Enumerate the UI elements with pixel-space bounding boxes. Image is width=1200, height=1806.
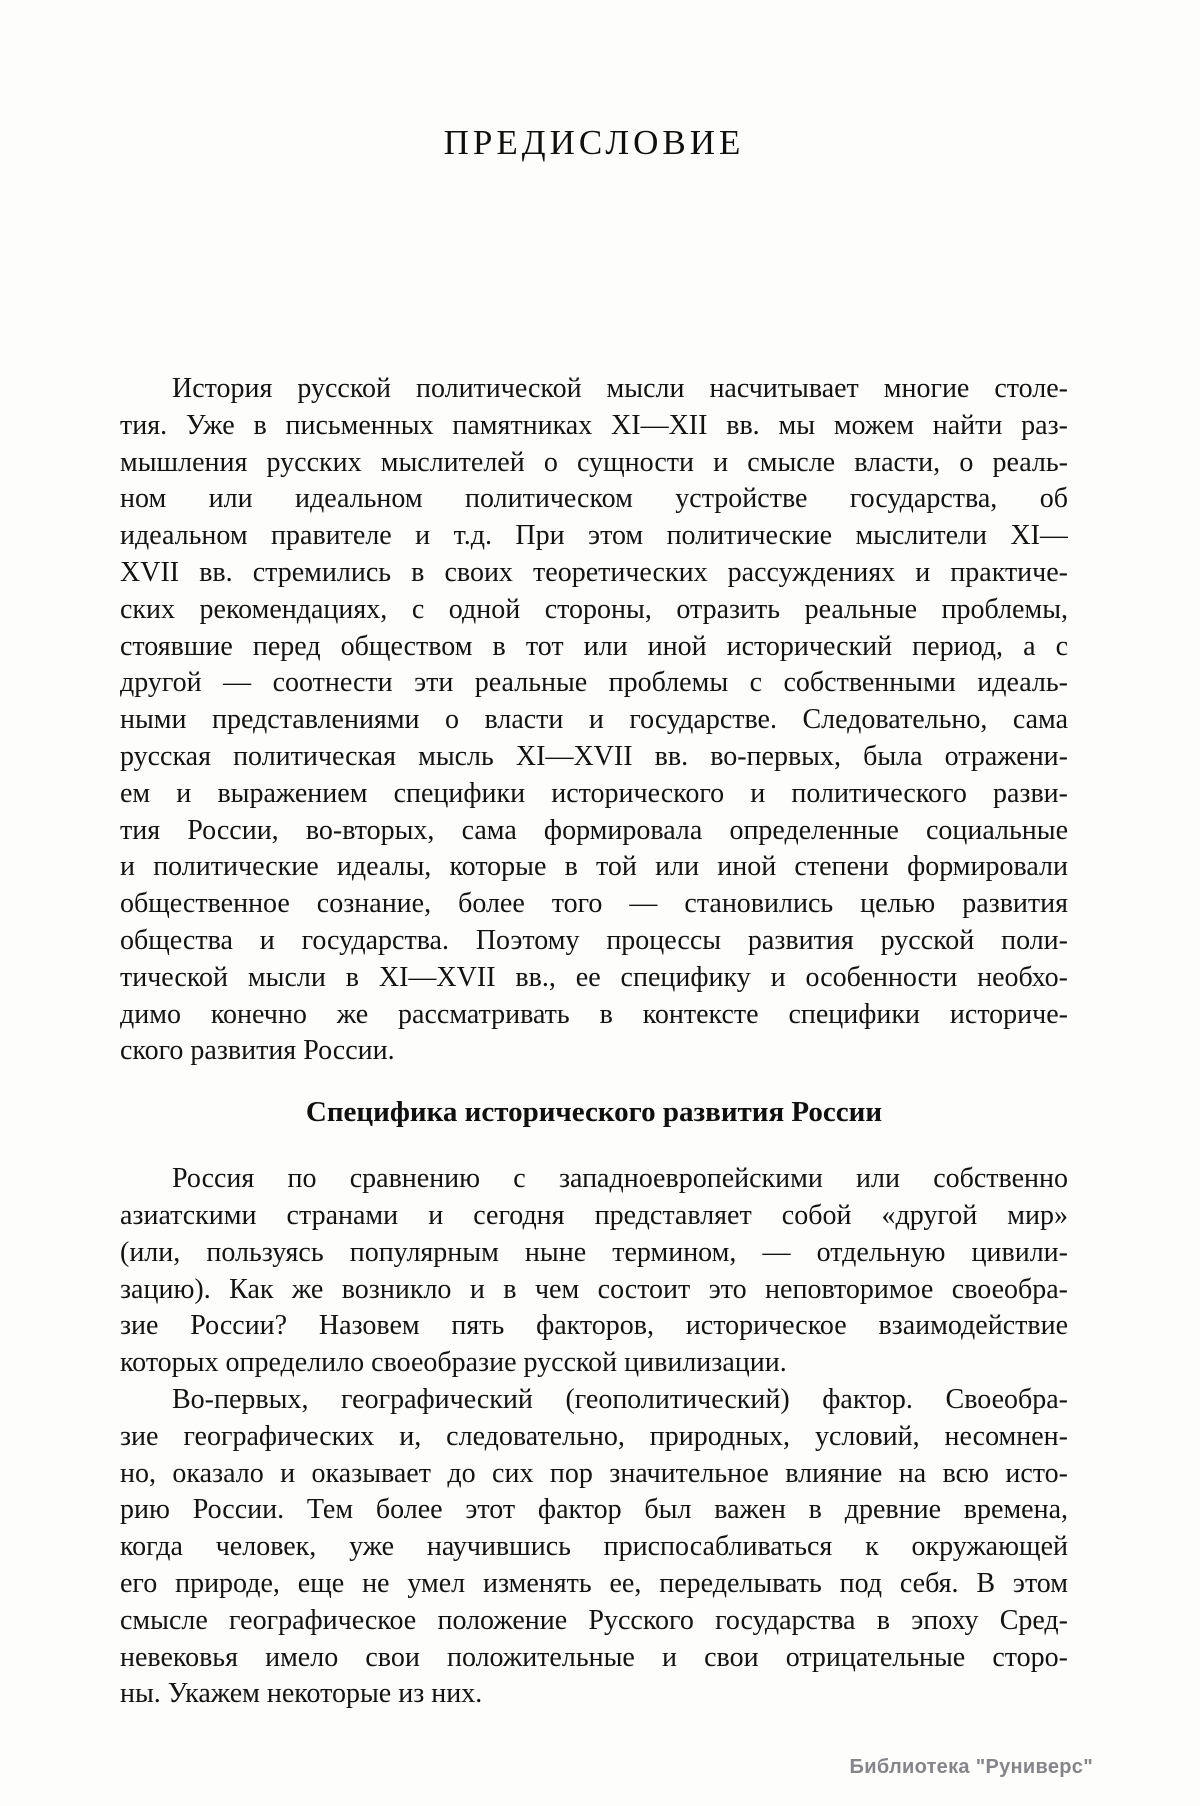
- paragraph-intro: [120, 371, 1068, 1070]
- text-line: История русской политической мысли насчитывает многие столе-: [172, 373, 1068, 404]
- text-line: азиатскими странами и сегодня представляет собой «другой мир»: [120, 1199, 1068, 1231]
- text-line: ских рекомендациях, с одной стороны, отразить реальные проблемы,: [120, 593, 1068, 625]
- text-line: и политические идеалы, которые в той или иной степени формировали: [120, 851, 1068, 883]
- text-line: тия России, во-вторых, сама формировала определенные социальные: [120, 814, 1068, 846]
- section-heading: Специфика исторического развития России: [305, 1096, 883, 1129]
- text-line: идеальном правителе и т.д. При этом политические мыслители XI—: [120, 520, 1068, 552]
- text-line: зацию). Как же возникло и в чем состоит это неповторимое своеобра-: [120, 1273, 1068, 1305]
- page-title: ПРЕДИСЛОВИЕ: [443, 123, 745, 163]
- library-watermark: Библиотека "Руниверс": [849, 1756, 1093, 1778]
- text-line: тия. Уже в письменных памятниках XI—XII вв. мы можем найти раз-: [120, 409, 1068, 441]
- text-line: которых определило своеобразие русской цивилизации.: [120, 1347, 787, 1379]
- text-line: общественное сознание, более того — становились целью развития: [120, 888, 1068, 920]
- text-line: смысле географическое положение Русского государства в эпоху Сред-: [120, 1604, 1068, 1636]
- text-line: невековья имело свои положительные и свои отрицательные сторо-: [120, 1641, 1068, 1673]
- text-line: его природе, еще не умел изменять ее, переделывать под себя. В этом: [120, 1567, 1068, 1599]
- text-line: ными представлениями о власти и государстве. Следовательно, сама: [120, 704, 1068, 736]
- text-line: рию России. Тем более этот фактор был важен в древние времена,: [120, 1494, 1068, 1526]
- text-line: Во-первых, географический (геополитический) фактор. Своеобра-: [172, 1383, 1068, 1415]
- text-line: русская политическая мысль XI—XVII вв. во-первых, была отражени-: [120, 740, 1068, 772]
- paragraph-russia-comparison: [120, 1161, 1068, 1382]
- text-line: (или, пользуясь популярным ныне термином, — отдельную цивили-: [120, 1236, 1068, 1268]
- text-line: XVII вв. стремились в своих теоретических рассуждениях и практиче-: [120, 556, 1068, 588]
- text-line: ном или идеальном политическом устройстве государства, об: [120, 483, 1068, 515]
- text-line: зие России? Назовем пять факторов, историческое взаимодействие: [120, 1310, 1068, 1342]
- text-line: зие географических и, следовательно, природных, условий, несомнен-: [120, 1420, 1068, 1452]
- text-line: ем и выражением специфики исторического и политического разви-: [120, 777, 1068, 809]
- text-line: Россия по сравнению с западноевропейскими или собственно: [172, 1163, 1068, 1195]
- text-line: другой — соотнести эти реальные проблемы с собственными идеаль-: [120, 667, 1068, 699]
- text-block: [120, 371, 1068, 1713]
- text-line: димо конечно же рассматривать в контексте специфики историче-: [120, 998, 1068, 1030]
- text-line: стоявшие перед обществом в тот или иной исторический период, а с: [120, 630, 1068, 662]
- text-line: ны. Укажем некоторые из них.: [120, 1678, 483, 1710]
- text-line: общества и государства. Поэтому процессы развития русской поли-: [120, 924, 1068, 956]
- text-line: тической мысли в XI—XVII вв., ее специфику и особенности необхо-: [120, 961, 1068, 993]
- text-line: когда человек, уже научившись приспосабливаться к окружающей: [120, 1531, 1068, 1563]
- text-line: мышления русских мыслителей о сущности и смысле власти, о реаль-: [120, 446, 1068, 478]
- paragraph-geographic-factor: [120, 1382, 1068, 1713]
- text-line: ского развития России.: [120, 1035, 395, 1067]
- text-line: но, оказало и оказывает до сих пор значительное влияние на всю исто-: [120, 1457, 1068, 1489]
